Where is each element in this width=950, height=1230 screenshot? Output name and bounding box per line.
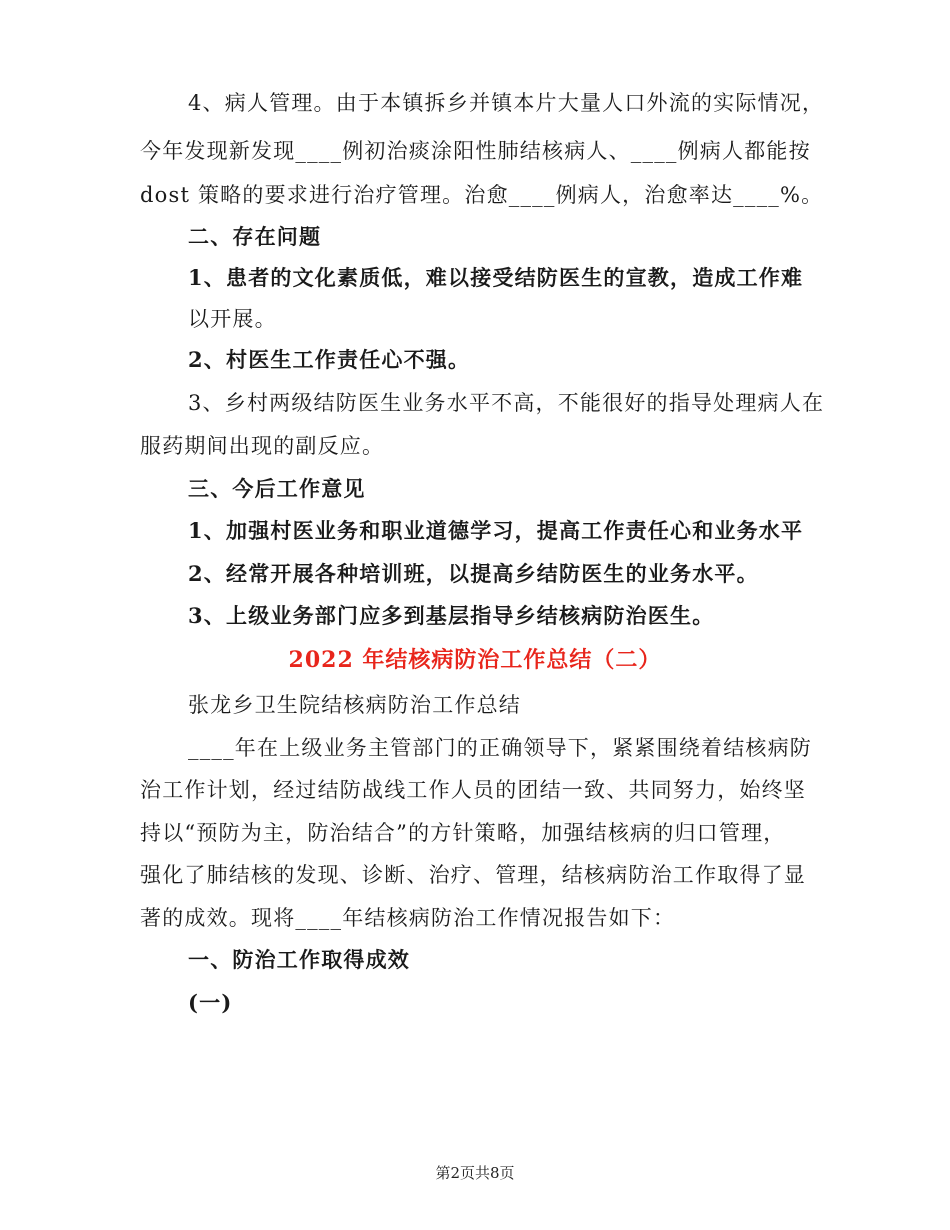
sub-heading-1: (一) [188,990,233,1015]
problem-3-line1: 3、乡村两级结防医生业务水平不高，不能很好的指导处理病人在 [188,391,825,415]
item4-line3: dost 策略的要求进行治疗管理。治愈____例病人，治愈率达____%。 [140,183,824,207]
suggestion-2: 2、经常开展各种培训班，以提高乡结防医生的业务水平。 [188,561,759,586]
problem-3-line2: 服药期间出现的副反应。 [140,434,385,458]
intro-para-line4: 强化了肺结核的发现、诊断、治疗、管理，结核病防治工作取得了显 [140,863,806,887]
intro-para-line2: 治工作计划，经过结防战线工作人员的团结一致、共同努力，始终坚 [140,778,806,802]
item4-line2: 今年发现新发现____例初治痰涂阳性肺结核病人、____例病人都能按 [140,139,811,163]
problem-1-line1: 1、患者的文化素质低，难以接受结防医生的宣教，造成工作难 [188,265,804,290]
page-number: 第2页共8页 [435,1164,515,1182]
intro-para-line5: 著的成效。现将____年结核病防治工作情况报告如下： [140,906,676,930]
problem-1-line2: 以开展。 [188,307,277,331]
heading-problems: 二、存在问题 [188,224,322,249]
section-title: 2022 年结核病防治工作总结（二） [288,647,662,673]
report-subtitle: 张龙乡卫生院结核病防治工作总结 [188,693,521,717]
intro-para-line3: 持以“预防为主，防治结合”的方针策略，加强结核病的归口管理， [140,821,786,845]
suggestion-3: 3、上级业务部门应多到基层指导乡结核病防治医生。 [188,603,715,628]
suggestion-1: 1、加强村医业务和职业道德学习，提高工作责任心和业务水平 [188,518,804,543]
heading-achievements: 一、防治工作取得成效 [188,947,410,972]
heading-future-work: 三、今后工作意见 [188,476,366,501]
problem-2: 2、村医生工作责任心不强。 [188,347,471,372]
item4-line1: 4、病人管理。由于本镇拆乡并镇本片大量人口外流的实际情况， [188,91,825,115]
intro-para-line1: ____年在上级业务主管部门的正确领导下，紧紧围绕着结核病防 [188,736,812,760]
